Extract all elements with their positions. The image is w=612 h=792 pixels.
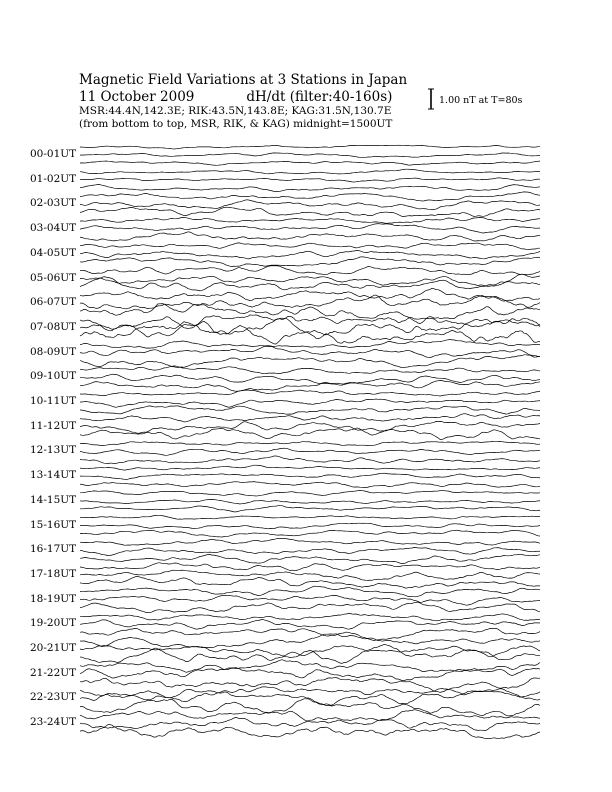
row-label-11-12UT: 11-12UT	[30, 419, 77, 432]
chart-title: Magnetic Field Variations at 3 Stations in Japan	[79, 72, 408, 88]
station-order-note: (from bottom to top, MSR, RIK, & KAG) midnight=1500UT	[79, 118, 393, 130]
trace-14-15UT-RIK	[80, 499, 540, 504]
trace-17-18UT-RIK	[80, 570, 540, 580]
trace-21-22UT-MSR	[80, 678, 540, 693]
row-label-20-21UT: 20-21UT	[30, 642, 77, 654]
trace-10-11UT-KAG	[80, 390, 540, 396]
row-label-23-24UT: 23-24UT	[30, 716, 77, 729]
trace-03-04UT-RIK	[80, 224, 540, 233]
trace-14-15UT-KAG	[80, 491, 540, 497]
trace-05-06UT-RIK	[80, 274, 540, 286]
trace-11-12UT-RIK	[80, 422, 540, 434]
row-label-03-04UT: 03-04UT	[30, 222, 77, 235]
trace-15-16UT-KAG	[80, 515, 540, 519]
row-label-14-15UT: 14-15UT	[30, 493, 77, 506]
quantity-label: dH/dt (filter:40-160s)	[246, 89, 393, 105]
trace-03-04UT-KAG	[80, 218, 540, 224]
row-label-16-17UT: 16-17UT	[30, 543, 77, 556]
row-label-10-11UT: 10-11UT	[30, 395, 77, 407]
trace-23-24UT-RIK	[80, 717, 540, 730]
trace-10-11UT-MSR	[80, 406, 540, 414]
row-label-04-05UT: 04-05UT	[30, 246, 77, 259]
trace-13-14UT-KAG	[80, 465, 540, 470]
trace-00-01UT-RIK	[80, 153, 540, 157]
trace-12-13UT-KAG	[80, 441, 540, 445]
station-coordinates: MSR:44.4N,142.3E; RIK:43.5N,143.8E; KAG:31.5N,130.7E	[79, 105, 392, 117]
trace-19-20UT-RIK	[80, 620, 540, 630]
row-label-22-23UT: 22-23UT	[30, 691, 77, 704]
trace-13-14UT-RIK	[80, 473, 540, 479]
trace-18-19UT-KAG	[80, 586, 540, 597]
trace-07-08UT-MSR	[80, 322, 540, 344]
trace-23-24UT-MSR	[80, 725, 540, 739]
trace-06-07UT-KAG	[80, 288, 540, 301]
row-label-01-02UT: 01-02UT	[30, 172, 77, 185]
trace-16-17UT-RIK	[80, 548, 540, 556]
trace-14-15UT-MSR	[80, 506, 540, 512]
row-label-21-22UT: 21-22UT	[30, 666, 77, 679]
trace-02-03UT-RIK	[80, 200, 540, 210]
trace-13-14UT-MSR	[80, 482, 540, 488]
row-label-17-18UT: 17-18UT	[30, 567, 77, 580]
trace-04-05UT-KAG	[80, 243, 540, 250]
scale-label: 1.00 nT at T=80s	[439, 95, 523, 106]
row-label-13-14UT: 13-14UT	[30, 469, 77, 482]
trace-02-03UT-MSR	[80, 207, 540, 216]
row-label-18-19UT: 18-19UT	[30, 592, 77, 605]
trace-08-09UT-MSR	[80, 355, 540, 368]
trace-08-09UT-KAG	[80, 340, 540, 349]
row-label-09-10UT: 09-10UT	[30, 370, 77, 383]
row-label-02-03UT: 02-03UT	[30, 197, 77, 210]
row-label-07-08UT: 07-08UT	[30, 320, 77, 333]
trace-12-13UT-RIK	[80, 448, 540, 455]
trace-22-23UT-MSR	[80, 699, 540, 716]
trace-11-12UT-KAG	[80, 414, 540, 422]
trace-11-12UT-MSR	[80, 428, 540, 439]
trace-23-24UT-KAG	[80, 710, 540, 721]
trace-21-22UT-RIK	[80, 668, 540, 681]
trace-20-21UT-KAG	[80, 634, 540, 648]
trace-16-17UT-MSR	[80, 554, 540, 563]
row-label-08-09UT: 08-09UT	[30, 345, 77, 358]
trace-01-02UT-KAG	[80, 169, 540, 174]
trace-01-02UT-RIK	[80, 178, 540, 182]
chart-date: 11 October 2009	[79, 89, 195, 105]
row-label-06-07UT: 06-07UT	[30, 296, 77, 309]
trace-20-21UT-MSR	[80, 645, 540, 664]
trace-07-08UT-KAG	[80, 315, 540, 331]
row-label-19-20UT: 19-20UT	[30, 617, 77, 630]
trace-09-10UT-KAG	[80, 366, 540, 374]
trace-00-01UT-MSR	[80, 161, 540, 165]
trace-01-02UT-MSR	[80, 184, 540, 191]
trace-18-19UT-RIK	[80, 595, 540, 605]
trace-05-06UT-KAG	[80, 266, 540, 275]
trace-03-04UT-MSR	[80, 232, 540, 241]
trace-15-16UT-RIK	[80, 523, 540, 529]
row-label-15-16UT: 15-16UT	[30, 518, 77, 531]
trace-12-13UT-MSR	[80, 456, 540, 464]
trace-15-16UT-MSR	[80, 530, 540, 537]
trace-19-20UT-KAG	[80, 614, 540, 621]
trace-21-22UT-KAG	[80, 660, 540, 673]
trace-04-05UT-RIK	[80, 250, 540, 259]
trace-09-10UT-MSR	[80, 381, 540, 392]
trace-22-23UT-KAG	[80, 687, 540, 700]
trace-00-01UT-KAG	[80, 145, 540, 149]
row-label-12-13UT: 12-13UT	[30, 444, 77, 457]
trace-16-17UT-KAG	[80, 538, 540, 545]
trace-17-18UT-KAG	[80, 563, 540, 571]
trace-17-18UT-MSR	[80, 577, 540, 589]
trace-18-19UT-MSR	[80, 602, 540, 613]
trace-04-05UT-MSR	[80, 257, 540, 267]
row-label-00-01UT: 00-01UT	[30, 148, 77, 160]
trace-02-03UT-KAG	[80, 192, 540, 201]
row-label-05-06UT: 05-06UT	[30, 271, 77, 284]
